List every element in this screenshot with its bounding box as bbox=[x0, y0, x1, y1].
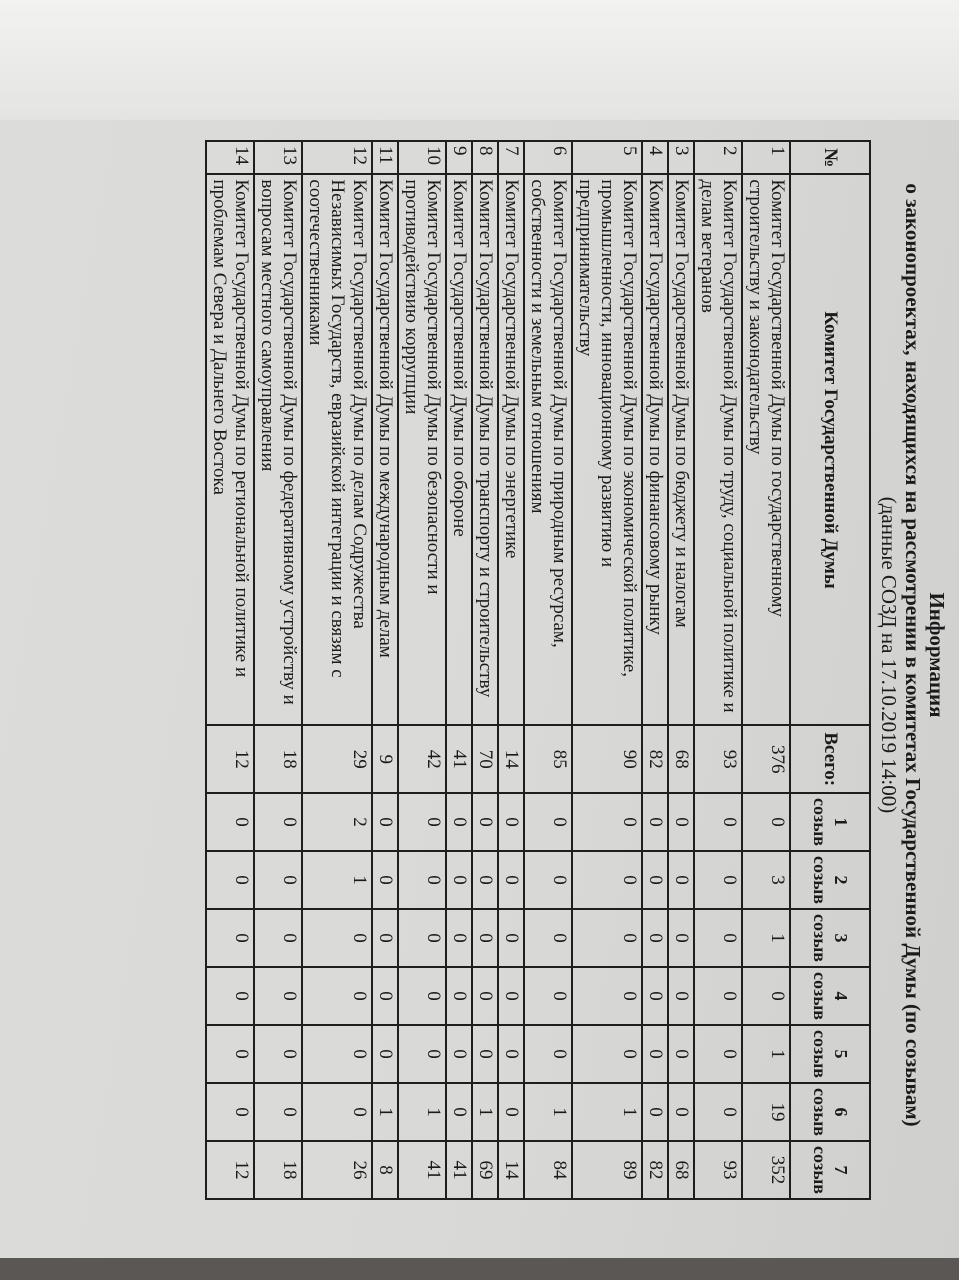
convocation-5-count: 0 bbox=[398, 1025, 446, 1083]
convocation-5-count: 1 bbox=[742, 1025, 790, 1083]
convocation-5-count: 0 bbox=[498, 1025, 524, 1083]
convocation-1-count: 2 bbox=[302, 793, 372, 851]
convocation-4-count: 0 bbox=[498, 967, 524, 1025]
convocation-4-count: 0 bbox=[206, 967, 254, 1025]
convocation-2-count: 3 bbox=[742, 851, 790, 909]
convocation-4-count: 0 bbox=[642, 967, 668, 1025]
committee-name: Комитет Государственной Думы по обороне bbox=[446, 174, 472, 725]
table-row bbox=[524, 141, 572, 1199]
convocation-7-count: 82 bbox=[642, 1141, 668, 1199]
convocation-2-count: 0 bbox=[498, 851, 524, 909]
convocation-1-count: 0 bbox=[694, 793, 742, 851]
convocation-3-count: 0 bbox=[642, 909, 668, 967]
convocation-7-count: 12 bbox=[206, 1141, 254, 1199]
convocation-7-count: 26 bbox=[302, 1141, 372, 1199]
convocation-1-count: 0 bbox=[254, 793, 302, 851]
row-number: 1 bbox=[742, 141, 790, 174]
rotated-document bbox=[109, 80, 959, 1230]
row-number: 14 bbox=[206, 141, 254, 174]
convocation-2-count: 0 bbox=[446, 851, 472, 909]
row-number: 6 bbox=[524, 141, 572, 174]
convocation-4-count: 0 bbox=[372, 967, 398, 1025]
convocation-3-count: 0 bbox=[254, 909, 302, 967]
document-date-note: (данные СОЗД на 17.10.2019 14:00) bbox=[877, 496, 901, 814]
convocation-7-count: 84 bbox=[524, 1141, 572, 1199]
convocation-1-count: 0 bbox=[572, 793, 642, 851]
convocation-2-count: 0 bbox=[398, 851, 446, 909]
convocation-3-count: 0 bbox=[398, 909, 446, 967]
document-heading bbox=[877, 80, 949, 1230]
convocation-1-count: 0 bbox=[398, 793, 446, 851]
header-convocation-7: 7 созыв bbox=[790, 1141, 870, 1199]
convocation-6-count: 1 bbox=[524, 1083, 572, 1141]
background-floor bbox=[0, 1258, 959, 1280]
convocation-6-count: 0 bbox=[642, 1083, 668, 1141]
convocation-5-count: 0 bbox=[668, 1025, 694, 1083]
convocation-7-count: 14 bbox=[498, 1141, 524, 1199]
convocation-4-count: 0 bbox=[572, 967, 642, 1025]
table-row bbox=[254, 141, 302, 1199]
table-row bbox=[498, 141, 524, 1199]
convocation-2-count: 0 bbox=[668, 851, 694, 909]
table-row bbox=[668, 141, 694, 1199]
committee-name: Комитет Государственной Думы по экономической политике, промышленности, инновационному развитию и предпринимательству bbox=[572, 174, 642, 725]
table-row bbox=[642, 141, 668, 1199]
convocation-5-count: 0 bbox=[206, 1025, 254, 1083]
convocation-7-count: 69 bbox=[472, 1141, 498, 1199]
row-total: 29 bbox=[302, 725, 372, 793]
table-row bbox=[302, 141, 372, 1199]
convocation-7-count: 93 bbox=[694, 1141, 742, 1199]
header-committee: Комитет Государственной Думы bbox=[790, 174, 870, 725]
convocation-4-count: 0 bbox=[694, 967, 742, 1025]
row-total: 9 bbox=[372, 725, 398, 793]
committee-name: Комитет Государственной Думы по природным ресурсам, собственности и земельным отношениям bbox=[524, 174, 572, 725]
convocation-1-count: 0 bbox=[472, 793, 498, 851]
header-convocation-1: 1 созыв bbox=[790, 793, 870, 851]
committee-name: Комитет Государственной Думы по федеративному устройству и вопросам местного самоуправления bbox=[254, 174, 302, 725]
convocation-3-count: 0 bbox=[302, 909, 372, 967]
table-row bbox=[572, 141, 642, 1199]
convocation-6-count: 0 bbox=[302, 1083, 372, 1141]
row-total: 68 bbox=[668, 725, 694, 793]
convocation-1-count: 0 bbox=[372, 793, 398, 851]
committee-name: Комитет Государственной Думы по государственному строительству и законодательству bbox=[742, 174, 790, 725]
convocation-4-count: 0 bbox=[524, 967, 572, 1025]
convocation-2-count: 0 bbox=[642, 851, 668, 909]
convocation-6-count: 19 bbox=[742, 1083, 790, 1141]
convocation-3-count: 0 bbox=[694, 909, 742, 967]
convocation-5-count: 0 bbox=[446, 1025, 472, 1083]
convocation-7-count: 8 bbox=[372, 1141, 398, 1199]
header-total: Всего: bbox=[790, 725, 870, 793]
convocation-5-count: 0 bbox=[524, 1025, 572, 1083]
convocation-3-count: 0 bbox=[206, 909, 254, 967]
convocation-1-count: 0 bbox=[206, 793, 254, 851]
row-number: 3 bbox=[668, 141, 694, 174]
convocation-7-count: 18 bbox=[254, 1141, 302, 1199]
convocation-3-count: 0 bbox=[498, 909, 524, 967]
convocation-6-count: 0 bbox=[694, 1083, 742, 1141]
committee-name: Комитет Государственной Думы по делам Содружества Независимых Государств, евразийской интеграции и связям с соотечественниками bbox=[302, 174, 372, 725]
committee-name: Комитет Государственной Думы по безопасности и противодействию коррупции bbox=[398, 174, 446, 725]
convocation-5-count: 0 bbox=[372, 1025, 398, 1083]
convocation-4-count: 0 bbox=[742, 967, 790, 1025]
table-row bbox=[372, 141, 398, 1199]
convocation-6-count: 1 bbox=[472, 1083, 498, 1141]
table-body bbox=[206, 141, 790, 1199]
row-number: 5 bbox=[572, 141, 642, 174]
convocation-7-count: 41 bbox=[446, 1141, 472, 1199]
table-row bbox=[206, 141, 254, 1199]
convocation-4-count: 0 bbox=[446, 967, 472, 1025]
row-total: 90 bbox=[572, 725, 642, 793]
row-total: 18 bbox=[254, 725, 302, 793]
header-convocation-6: 6 созыв bbox=[790, 1083, 870, 1141]
row-number: 4 bbox=[642, 141, 668, 174]
convocation-6-count: 1 bbox=[372, 1083, 398, 1141]
committee-name: Комитет Государственной Думы по региональной политике и проблемам Севера и Дальнего Востока bbox=[206, 174, 254, 725]
convocation-2-count: 0 bbox=[572, 851, 642, 909]
bills-table bbox=[205, 140, 871, 1200]
row-number: 13 bbox=[254, 141, 302, 174]
header-convocation-2: 2 созыв bbox=[790, 851, 870, 909]
convocation-3-count: 0 bbox=[524, 909, 572, 967]
convocation-2-count: 0 bbox=[254, 851, 302, 909]
committee-name: Комитет Государственной Думы по транспорту и строительству bbox=[472, 174, 498, 725]
convocation-6-count: 1 bbox=[398, 1083, 446, 1141]
row-total: 85 bbox=[524, 725, 572, 793]
convocation-3-count: 0 bbox=[372, 909, 398, 967]
convocation-3-count: 0 bbox=[572, 909, 642, 967]
convocation-7-count: 41 bbox=[398, 1141, 446, 1199]
convocation-5-count: 0 bbox=[642, 1025, 668, 1083]
convocation-1-count: 0 bbox=[742, 793, 790, 851]
convocation-6-count: 0 bbox=[668, 1083, 694, 1141]
convocation-3-count: 0 bbox=[472, 909, 498, 967]
convocation-6-count: 0 bbox=[254, 1083, 302, 1141]
row-number: 10 bbox=[398, 141, 446, 174]
table-header-row bbox=[790, 141, 870, 1199]
row-number: 8 bbox=[472, 141, 498, 174]
row-total: 12 bbox=[206, 725, 254, 793]
convocation-1-count: 0 bbox=[446, 793, 472, 851]
convocation-2-count: 0 bbox=[524, 851, 572, 909]
row-total: 376 bbox=[742, 725, 790, 793]
convocation-5-count: 0 bbox=[302, 1025, 372, 1083]
row-total: 93 bbox=[694, 725, 742, 793]
convocation-6-count: 1 bbox=[572, 1083, 642, 1141]
convocation-2-count: 1 bbox=[302, 851, 372, 909]
row-number: 2 bbox=[694, 141, 742, 174]
convocation-1-count: 0 bbox=[498, 793, 524, 851]
convocation-3-count: 1 bbox=[742, 909, 790, 967]
committee-name: Комитет Государственной Думы по бюджету и налогам bbox=[668, 174, 694, 725]
document-subtitle: о законопроектах, находящихся на рассмотрении в комитетах Государственной Думы (по созывам) bbox=[901, 183, 925, 1127]
convocation-7-count: 68 bbox=[668, 1141, 694, 1199]
convocation-4-count: 0 bbox=[472, 967, 498, 1025]
convocation-1-count: 0 bbox=[524, 793, 572, 851]
table-row bbox=[398, 141, 446, 1199]
convocation-6-count: 0 bbox=[498, 1083, 524, 1141]
committee-name: Комитет Государственной Думы по энергетике bbox=[498, 174, 524, 725]
convocation-4-count: 0 bbox=[302, 967, 372, 1025]
row-total: 70 bbox=[472, 725, 498, 793]
convocation-3-count: 0 bbox=[446, 909, 472, 967]
header-convocation-5: 5 созыв bbox=[790, 1025, 870, 1083]
convocation-1-count: 0 bbox=[642, 793, 668, 851]
convocation-4-count: 0 bbox=[398, 967, 446, 1025]
row-number: 7 bbox=[498, 141, 524, 174]
convocation-1-count: 0 bbox=[668, 793, 694, 851]
committee-name: Комитет Государственной Думы по международным делам bbox=[372, 174, 398, 725]
header-convocation-3: 3 созыв bbox=[790, 909, 870, 967]
convocation-5-count: 0 bbox=[254, 1025, 302, 1083]
table-row bbox=[742, 141, 790, 1199]
convocation-4-count: 0 bbox=[254, 967, 302, 1025]
header-convocation-4: 4 созыв bbox=[790, 967, 870, 1025]
header-number: № bbox=[790, 141, 870, 174]
convocation-6-count: 0 bbox=[206, 1083, 254, 1141]
row-total: 82 bbox=[642, 725, 668, 793]
convocation-3-count: 0 bbox=[668, 909, 694, 967]
table-row bbox=[694, 141, 742, 1199]
table-row bbox=[446, 141, 472, 1199]
convocation-2-count: 0 bbox=[694, 851, 742, 909]
convocation-2-count: 0 bbox=[472, 851, 498, 909]
convocation-7-count: 352 bbox=[742, 1141, 790, 1199]
row-number: 12 bbox=[302, 141, 372, 174]
convocation-4-count: 0 bbox=[668, 967, 694, 1025]
committee-name: Комитет Государственной Думы по финансовому рынку bbox=[642, 174, 668, 725]
row-number: 11 bbox=[372, 141, 398, 174]
convocation-6-count: 0 bbox=[446, 1083, 472, 1141]
row-total: 42 bbox=[398, 725, 446, 793]
convocation-2-count: 0 bbox=[206, 851, 254, 909]
table-row bbox=[472, 141, 498, 1199]
row-number: 9 bbox=[446, 141, 472, 174]
convocation-5-count: 0 bbox=[472, 1025, 498, 1083]
convocation-5-count: 0 bbox=[694, 1025, 742, 1083]
row-total: 14 bbox=[498, 725, 524, 793]
row-total: 41 bbox=[446, 725, 472, 793]
committee-name: Комитет Государственной Думы по труду, социальной политике и делам ветеранов bbox=[694, 174, 742, 725]
convocation-5-count: 0 bbox=[572, 1025, 642, 1083]
convocation-2-count: 0 bbox=[372, 851, 398, 909]
document-title: Информация bbox=[925, 592, 949, 718]
convocation-7-count: 89 bbox=[572, 1141, 642, 1199]
